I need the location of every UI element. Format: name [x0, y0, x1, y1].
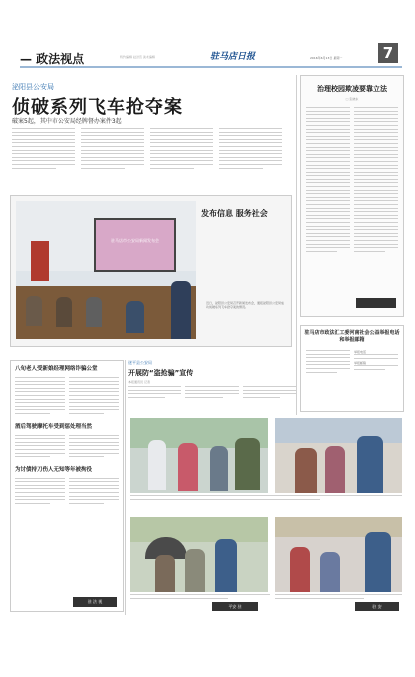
hotline-title: 驻马店市政法汇工委河南社会公益举报电话和举报邮箱 — [304, 330, 400, 343]
photo-3 — [130, 517, 268, 592]
projection-screen — [94, 218, 176, 272]
mid-byline: 本报通讯员 记者 — [128, 380, 150, 384]
section-sub: 特约编辑 赵洪范 美术编辑 — [120, 55, 155, 59]
lead-photo-frame — [10, 195, 292, 347]
mid-footer-logo: 平安 驻 — [212, 602, 258, 611]
screen-text: 驻马店市公安局新闻发布会 — [111, 238, 159, 243]
right-top-byline: □ 张晓东 — [345, 97, 359, 101]
left-a1-title: 八旬老人受新娘经理网络诈骗公堂 — [15, 366, 98, 372]
header-rule — [20, 66, 402, 68]
photo-1 — [130, 418, 268, 493]
lead-subhead: 破案5起，其中市公安局经牌督办案件3起 — [12, 118, 122, 125]
right-top-logo — [356, 298, 396, 308]
left-a3-title: 为讨债持刀伤人无知等年被拘役 — [15, 466, 93, 473]
left-a2-title: 酒后驾驶摩托车受到惩处理当然 — [15, 423, 93, 430]
mid-kicker: 遂平县公安局 — [128, 360, 152, 365]
right-top-title: 治理校园欺凌要靠立法 — [317, 85, 387, 93]
header-date: 2016年6月13日 星期一 — [310, 56, 343, 60]
lead-kicker: 泌阳县公安局 — [12, 83, 54, 91]
photo-caption: 近日，泌阳县公安局召开新闻发布会，通报泌阳县公安局成功侦破系列飞车抢夺案的情况。 — [206, 301, 285, 309]
page-header — [20, 8, 402, 66]
lead-headline: 侦破系列飞车抢夺案 — [12, 97, 183, 118]
right-top-article — [300, 75, 404, 317]
section-title: — 政法视点 — [20, 52, 85, 66]
photo-banner: 发布信息 服务社会 — [201, 209, 268, 218]
right-footer-logo: 驻 安 — [355, 602, 399, 611]
hotline-phone-label: 举报电话 — [354, 350, 367, 354]
photo-2 — [275, 418, 402, 493]
hotline-box — [300, 325, 404, 412]
left-column — [10, 360, 124, 612]
photo-4 — [275, 517, 402, 592]
masthead: 驻马店日报 — [210, 52, 256, 62]
page-number: 7 — [378, 43, 398, 63]
hotline-email-label: 举报邮箱 — [354, 361, 367, 366]
mid-article — [128, 360, 296, 412]
lead-body — [12, 128, 282, 190]
mid-headline: 开展防“盗抢骗”宣传 — [128, 369, 194, 377]
lead-photo — [16, 201, 196, 339]
left-footer-logo: 驻 法 视 — [73, 597, 117, 607]
